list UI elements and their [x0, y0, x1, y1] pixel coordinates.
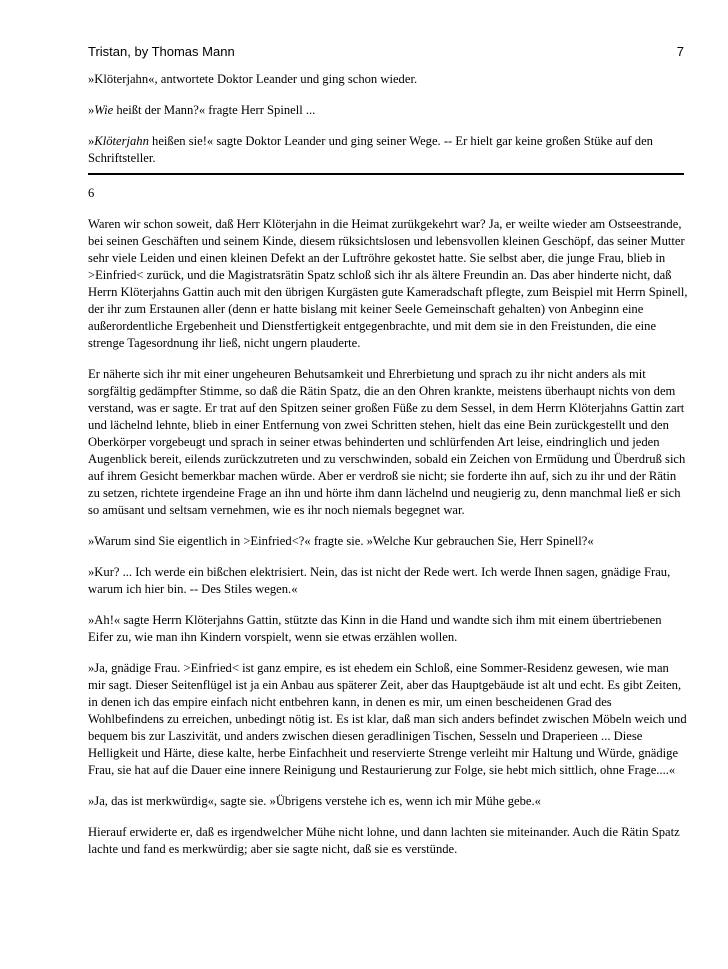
emphasis: Wie: [94, 103, 114, 117]
page-number: 7: [676, 44, 684, 59]
quote-mark: »: [88, 103, 95, 117]
paragraph: »Klöterjahn«, antwortete Doktor Leander und ging schon wieder.: [88, 72, 418, 86]
paragraph: »Ja, das ist merkwürdig«, sagte sie. »Übrigens verstehe ich es, wenn ich mir Mühe gebe.«: [88, 794, 541, 808]
paragraph: Er näherte sich ihr mit einer ungeheuren Behutsamkeit und Ehrerbietung und sprach zu ihr nicht anders als mit sorgfältig gedämpfter Stimme, so daß die Rätin Spatz, die an den Ohren krankte, meistens überhaupt nichts von dem verstand, was er sagte. Er trat auf den Spitzen seiner großen Füße zu dem Sessel, in dem Herrn Klöterjahns Gattin zart und lächelnd lehnte, blieb in einer Entfernung von zwei Schritten stehen, hielt das eine Bein zurückgestellt und den Oberkörper vorgebeugt und sprach in seiner etwas behinderten und schlürfenden Art leise, eindringlich und jeden Augenblick bereit, eilends zurückzutreten und zu verschwinden, sobald ein Zeichen von Ermüdung und Überdruß sich auf ihrem Gesicht bemerkbar machen würde. Aber er verdroß sie nicht; sie forderte ihn auf, sich zu ihr und der Rätin zu setzen, richtete irgendeine Frage an ihn und hörte ihm dann lächelnd und neugierig zu, denn manchmal ließ er sich so amüsant und seltsam vernehmen, wie es ihr noch niemals begegnet war.: [88, 367, 686, 517]
emphasis: Klöterjahn: [94, 134, 149, 148]
paragraph: Hierauf erwiderte er, daß es irgendwelcher Mühe nicht lohne, und dann lachten sie miteinander. Auch die Rätin Spatz lachte und fand es merkwürdig; aber sie sagte nicht, daß sie es verstünde.: [88, 825, 680, 856]
paragraph: Waren wir schon soweit, daß Herr Klöterjahn in die Heimat zurükgekehrt war? Ja, er weilte wieder am Ostseestrande, bei seinen Geschäften und seinem Kinde, diesem rüksichtslosen und lebensvollen kleinen Geschöpf, das seiner Mutter sehr viele Leiden und einen kleinen Defekt an der Luftröhre gekostet hatte. Sie selbst aber, die junge Frau, blieb in >Einfried< zurück, und die Magistratsrätin Spatz schloß sich ihr als ältere Freundin an. Das aber hinderte nicht, daß Herrn Klöterjahns Gattin auch mit den übrigen Kurgästen gute Kameradschaft pflegte, zum Beispiel mit Herrn Spinell, der ihr zum Erstaunen aller (denn er hatte bislang mit keiner Seele Gemeinschaft gehalten) von Anbeginn eine außerordentliche Ergebenheit und Dienstfertigkeit entgegenbrachte, und mit dem sie in den Freistunden, die eine strenge Tagesordnung ihr ließ, nicht ungern plauderte.: [88, 217, 688, 350]
paragraph: »Kur? ... Ich werde ein bißchen elektrisiert. Nein, das ist nicht der Rede wert. Ich werde Ihnen sagen, gnädige Frau, warum ich hier bin. -- Des Stiles wegen.«: [88, 565, 671, 596]
paragraph: »Warum sind Sie eigentlich in >Einfried<?« fragte sie. »Welche Kur gebrauchen Sie, Herr Spinell?«: [88, 534, 594, 548]
document-body: [88, 71, 688, 872]
paragraph-text: heißt der Mann?« fragte Herr Spinell ...: [113, 103, 316, 117]
paragraph: »Ja, gnädige Frau. >Einfried< ist ganz empire, es ist ehedem ein Schloß, eine Sommer-Residenz gewesen, wie man mir sagt. Dieser Seitenflügel ist ja ein Anbau aus späterer Zeit, aber das Hauptgebäude ist alt und echt. Es gibt Zeiten, in denen ich das empire einfach nicht entbehren kann, in denen es mir, um einen bescheidenen Grad des Wohlbefindens zu erreichen, unbedingt nötig ist. Es ist klar, daß man sich anders befindet zwischen Möbeln weich und bequem bis zur Laszivität, und anders zwischen diesen geradlinigen Tischen, Sesseln und Draperieen ... Diese Helligkeit und Härte, diese kalte, herbe Einfachheit und reservierte Strenge verleiht mir Haltung und Würde, gnädige Frau, sie hat auf die Dauer eine innere Reinigung und Restaurierung zur Folge, sie hebt mich sittlich, ohne Frage....«: [88, 661, 687, 777]
header-title: Tristan, by Thomas Mann: [88, 44, 235, 59]
chapter-divider: [88, 173, 684, 175]
paragraph-text: heißen sie!« sagte Doktor Leander und ging seiner Wege. -- Er hielt gar keine großen Stüke auf den Schriftsteller.: [88, 134, 653, 165]
chapter-number: 6: [88, 186, 95, 200]
paragraph: [88, 133, 688, 167]
quote-mark: »: [88, 134, 95, 148]
paragraph: »Ah!« sagte Herrn Klöterjahns Gattin, stützte das Kinn in die Hand und wandte sich ihm mit einem übertriebenen Eifer zu, wie man ihn Kindern vorspielt, wenn sie etwas erzählen wollen.: [88, 613, 662, 644]
page-header: [88, 44, 684, 64]
paragraph: [88, 102, 688, 119]
